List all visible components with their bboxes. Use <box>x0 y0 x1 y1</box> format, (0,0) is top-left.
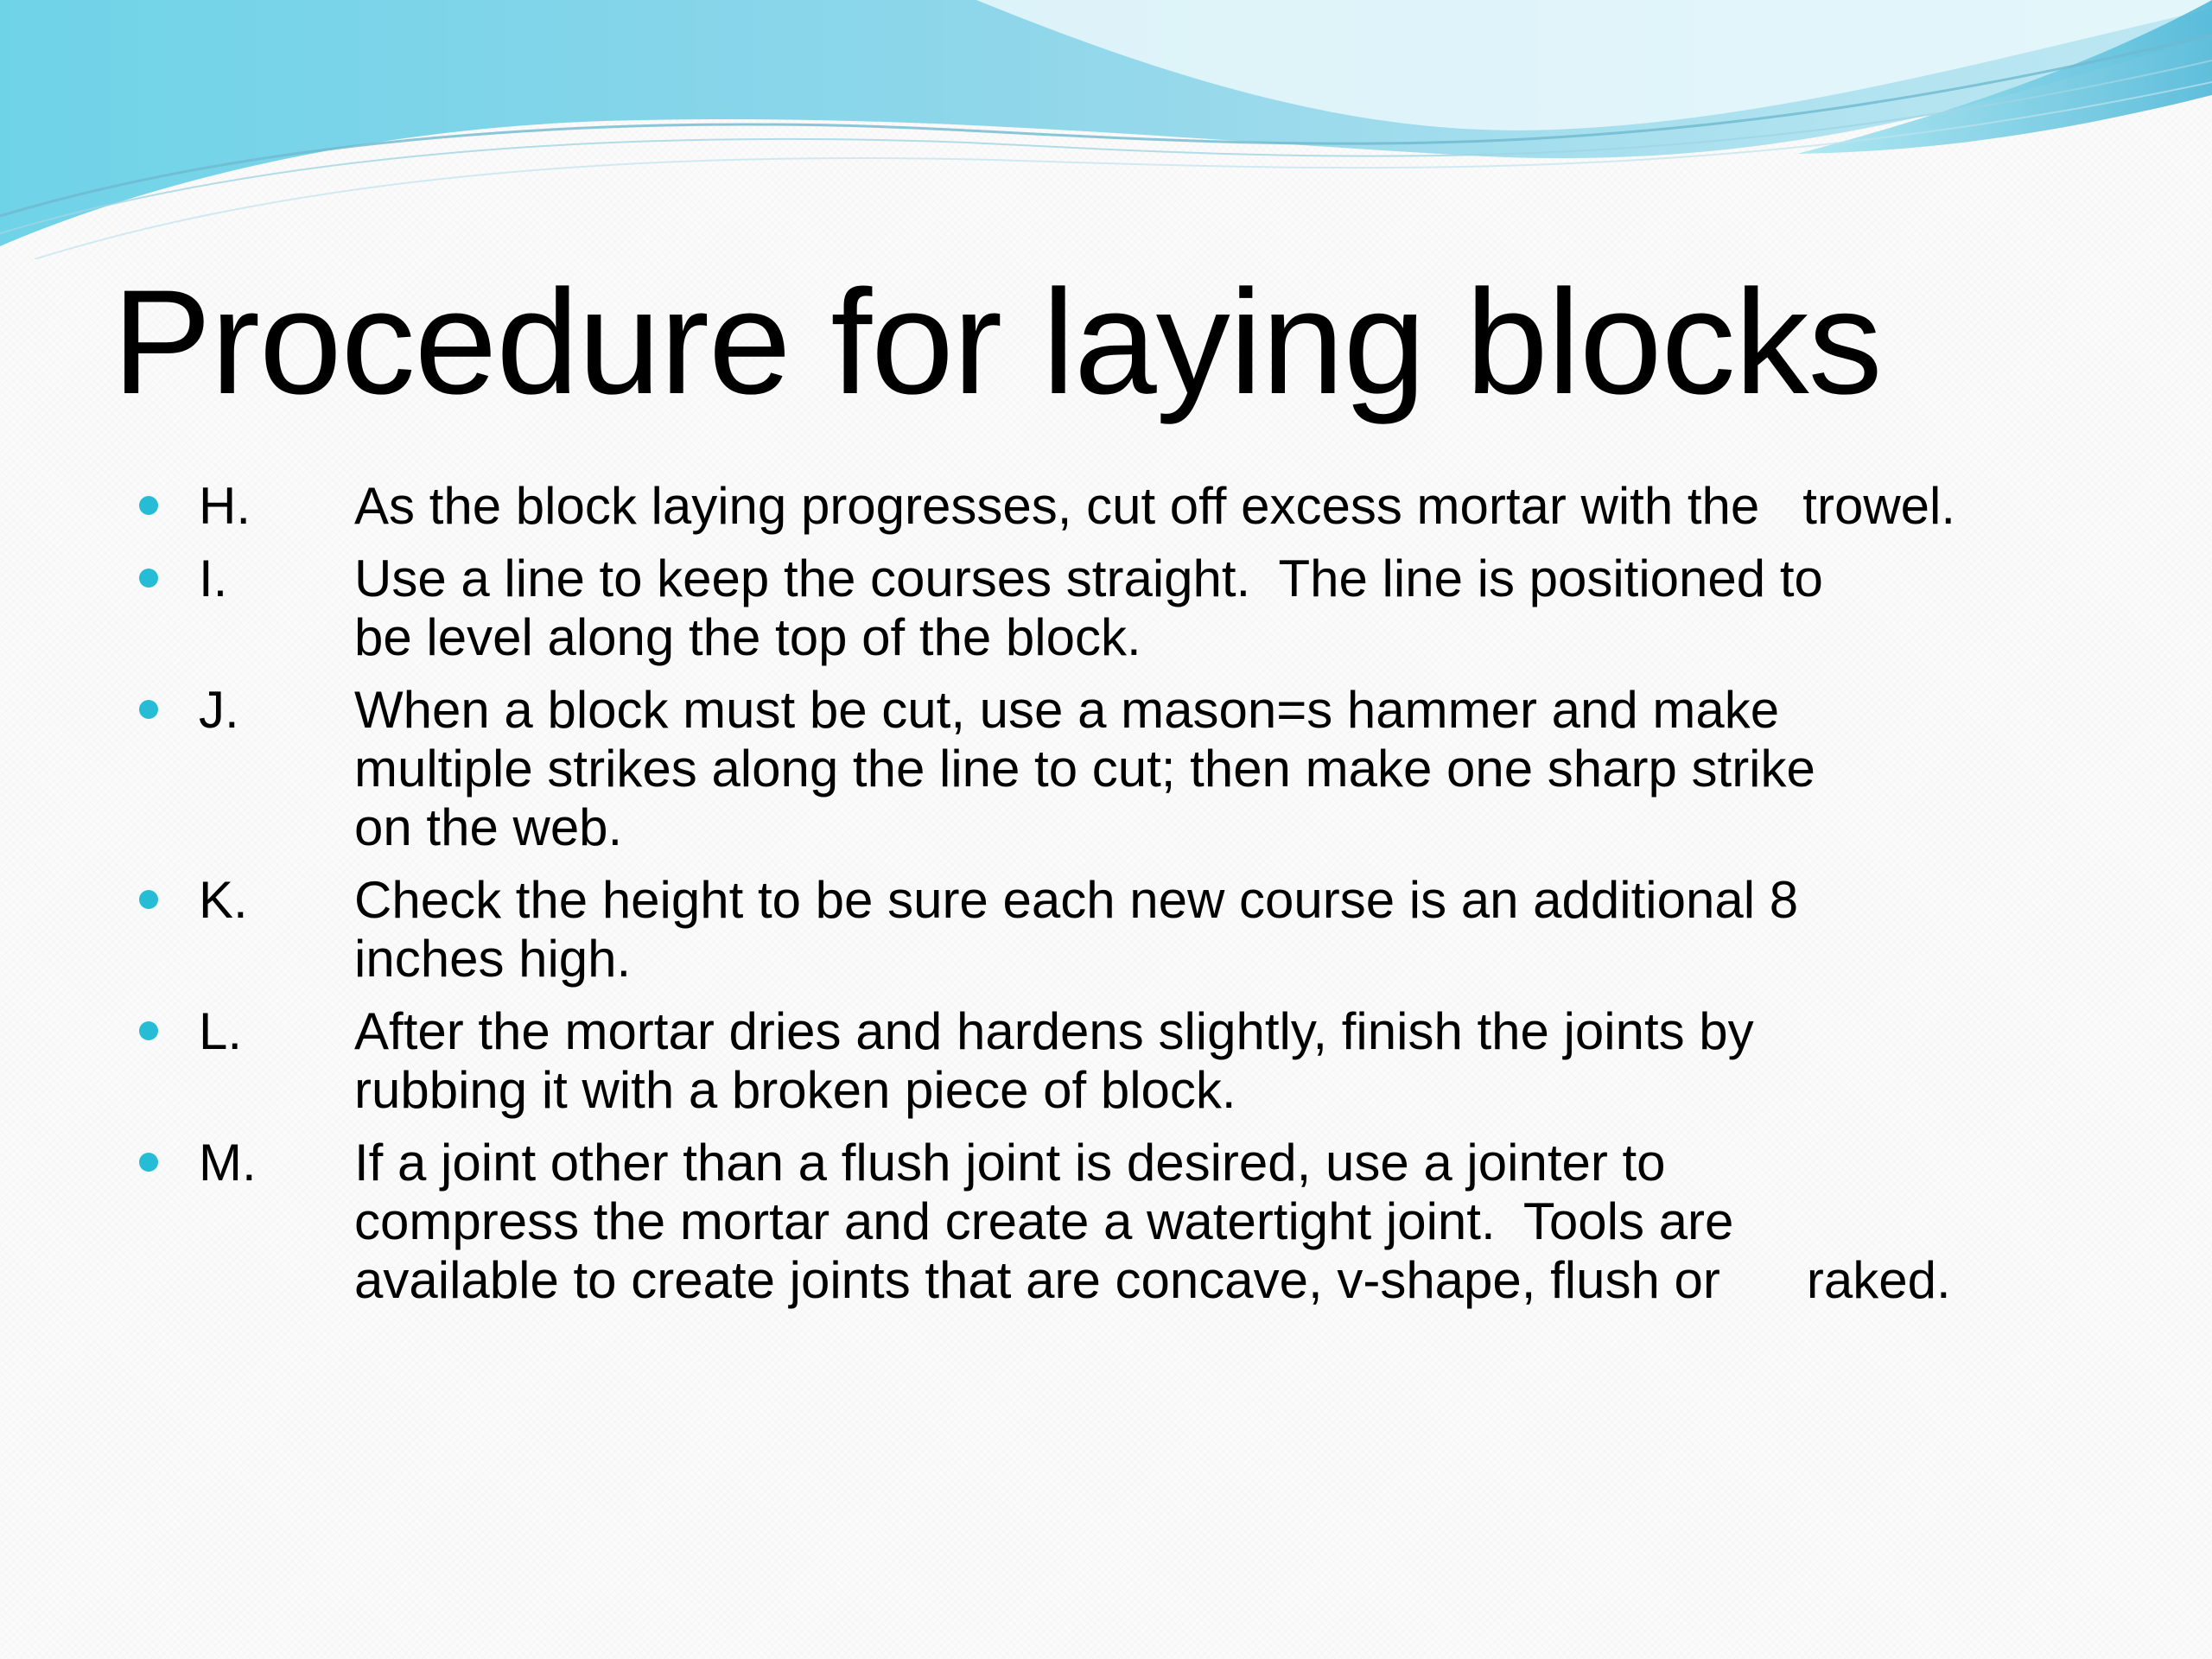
bullet-icon <box>139 569 158 588</box>
list-item <box>0 681 2212 857</box>
item-text <box>354 871 2074 988</box>
item-text-line: After the mortar dries and hardens slightly, finish the joints by <box>354 1002 1754 1060</box>
item-letter: J. <box>199 681 239 739</box>
item-text-line: compress the mortar and create a watertight joint. Tools are <box>354 1192 1734 1250</box>
list-item <box>0 871 2212 988</box>
list-item <box>0 1134 2212 1310</box>
item-text <box>354 1002 2074 1120</box>
list-item <box>0 477 2212 536</box>
slide-title: Procedure for laying blocks <box>112 259 1882 425</box>
item-text-line: multiple strikes along the line to cut; then make one sharp strike <box>354 740 1815 798</box>
item-letter: L. <box>199 1002 243 1060</box>
item-text <box>354 1134 2074 1310</box>
item-letter: M. <box>199 1134 257 1192</box>
item-text-line: rubbing it with a broken piece of block. <box>354 1061 1236 1119</box>
item-text-line: available to create joints that are concave, v-shape, flush or raked. <box>354 1251 1951 1309</box>
bullet-icon <box>139 1021 158 1040</box>
item-text <box>354 550 2074 667</box>
item-text-line: on the web. <box>354 798 623 856</box>
item-text-line: If a joint other than a flush joint is desired, use a jointer to <box>354 1134 1666 1192</box>
list-item <box>0 550 2212 667</box>
item-letter: H. <box>199 477 251 535</box>
item-text-line: be level along the top of the block. <box>354 608 1141 666</box>
bullet-icon <box>139 1153 158 1172</box>
item-text <box>354 681 2074 857</box>
item-letter: I. <box>199 550 228 607</box>
item-letter: K. <box>199 871 248 929</box>
wave-header-decoration <box>0 0 2212 259</box>
item-text <box>354 477 2074 536</box>
item-text-line: inches high. <box>354 930 632 988</box>
list-item <box>0 1002 2212 1120</box>
item-text-line: Use a line to keep the courses straight. The line is positioned to <box>354 550 1823 607</box>
item-text-line: When a block must be cut, use a mason=s hammer and make <box>354 681 1780 739</box>
item-text-line: As the block laying progresses, cut off excess mortar with the trowel. <box>354 477 1956 535</box>
bullet-list <box>0 477 2212 1324</box>
bullet-icon <box>139 890 158 909</box>
bullet-icon <box>139 700 158 719</box>
bullet-icon <box>139 496 158 515</box>
item-text-line: Check the height to be sure each new course is an additional 8 <box>354 871 1799 929</box>
